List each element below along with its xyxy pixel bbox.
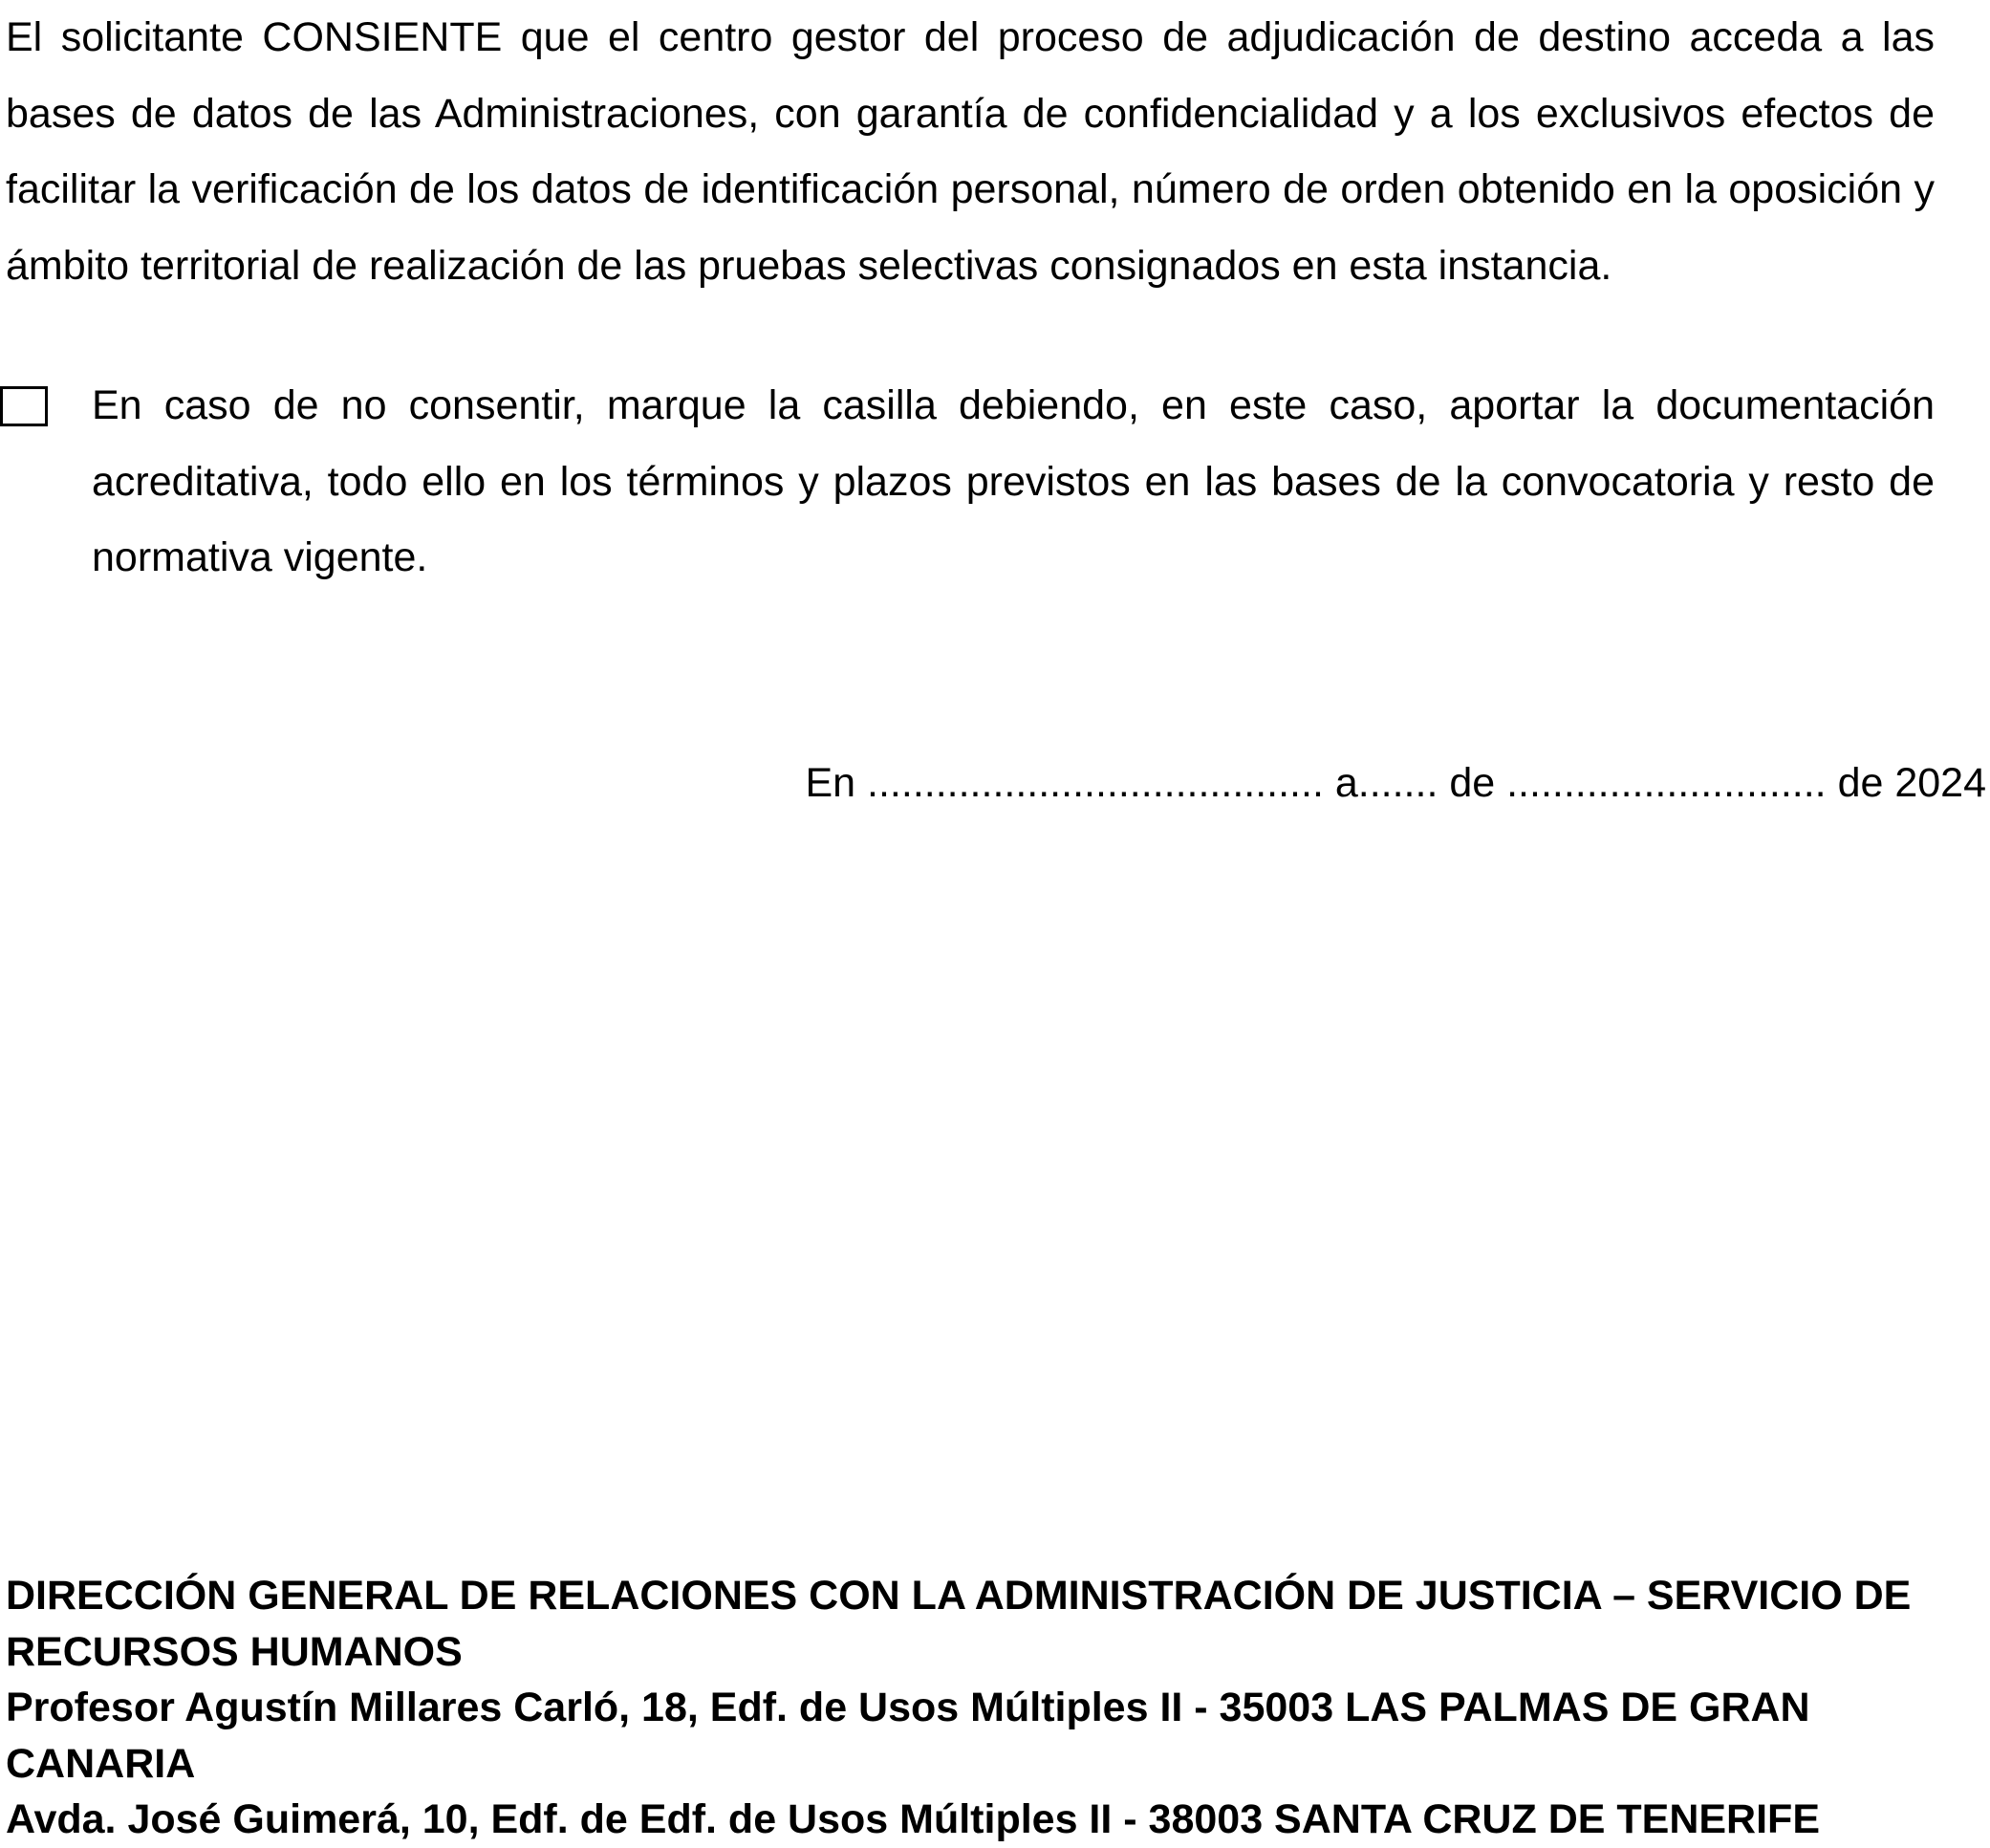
department-name: DIRECCIÓN GENERAL DE RELACIONES CON LA ADMINISTRACIÓN DE JUSTICIA – SERVICIO DE RECURSOS HUMANOS: [6, 1573, 1912, 1675]
consent-paragraph: El solicitante CONSIENTE que el centro gestor del proceso de adjudicación de destino acceda a las bases de datos de las Administraciones, con garantía de confidencialidad y a los exclusivos efectos de facilitar la verificación de los datos de identificación personal, número de orden obtenido en la oposición y ámbito territorial de realización de las pruebas selectivas consignados en esta instancia.: [6, 14, 1935, 289]
no-consent-text: En caso de no consentir, marque la casilla debiendo, en este caso, aportar la documentación acreditativa, todo ello en los términos y plazos previstos en las bases de la convocatoria y resto de normativa vigente.: [92, 382, 1935, 580]
no-consent-checkbox[interactable]: [0, 386, 48, 426]
address-tenerife: Avda. José Guimerá, 10, Edf. de Edf. de Usos Múltiples II - 38003 SANTA CRUZ DE TENERIFE: [6, 1796, 1821, 1842]
date-place-line: En ........................................ a....... de ............................ de 2024: [805, 760, 1986, 806]
address-las-palmas: Profesor Agustín Millares Carló, 18, Edf. de Usos Múltiples II - 35003 LAS PALMAS DE GRAN CANARIA: [6, 1685, 1810, 1787]
footer-address-block: [6, 1568, 1986, 1848]
